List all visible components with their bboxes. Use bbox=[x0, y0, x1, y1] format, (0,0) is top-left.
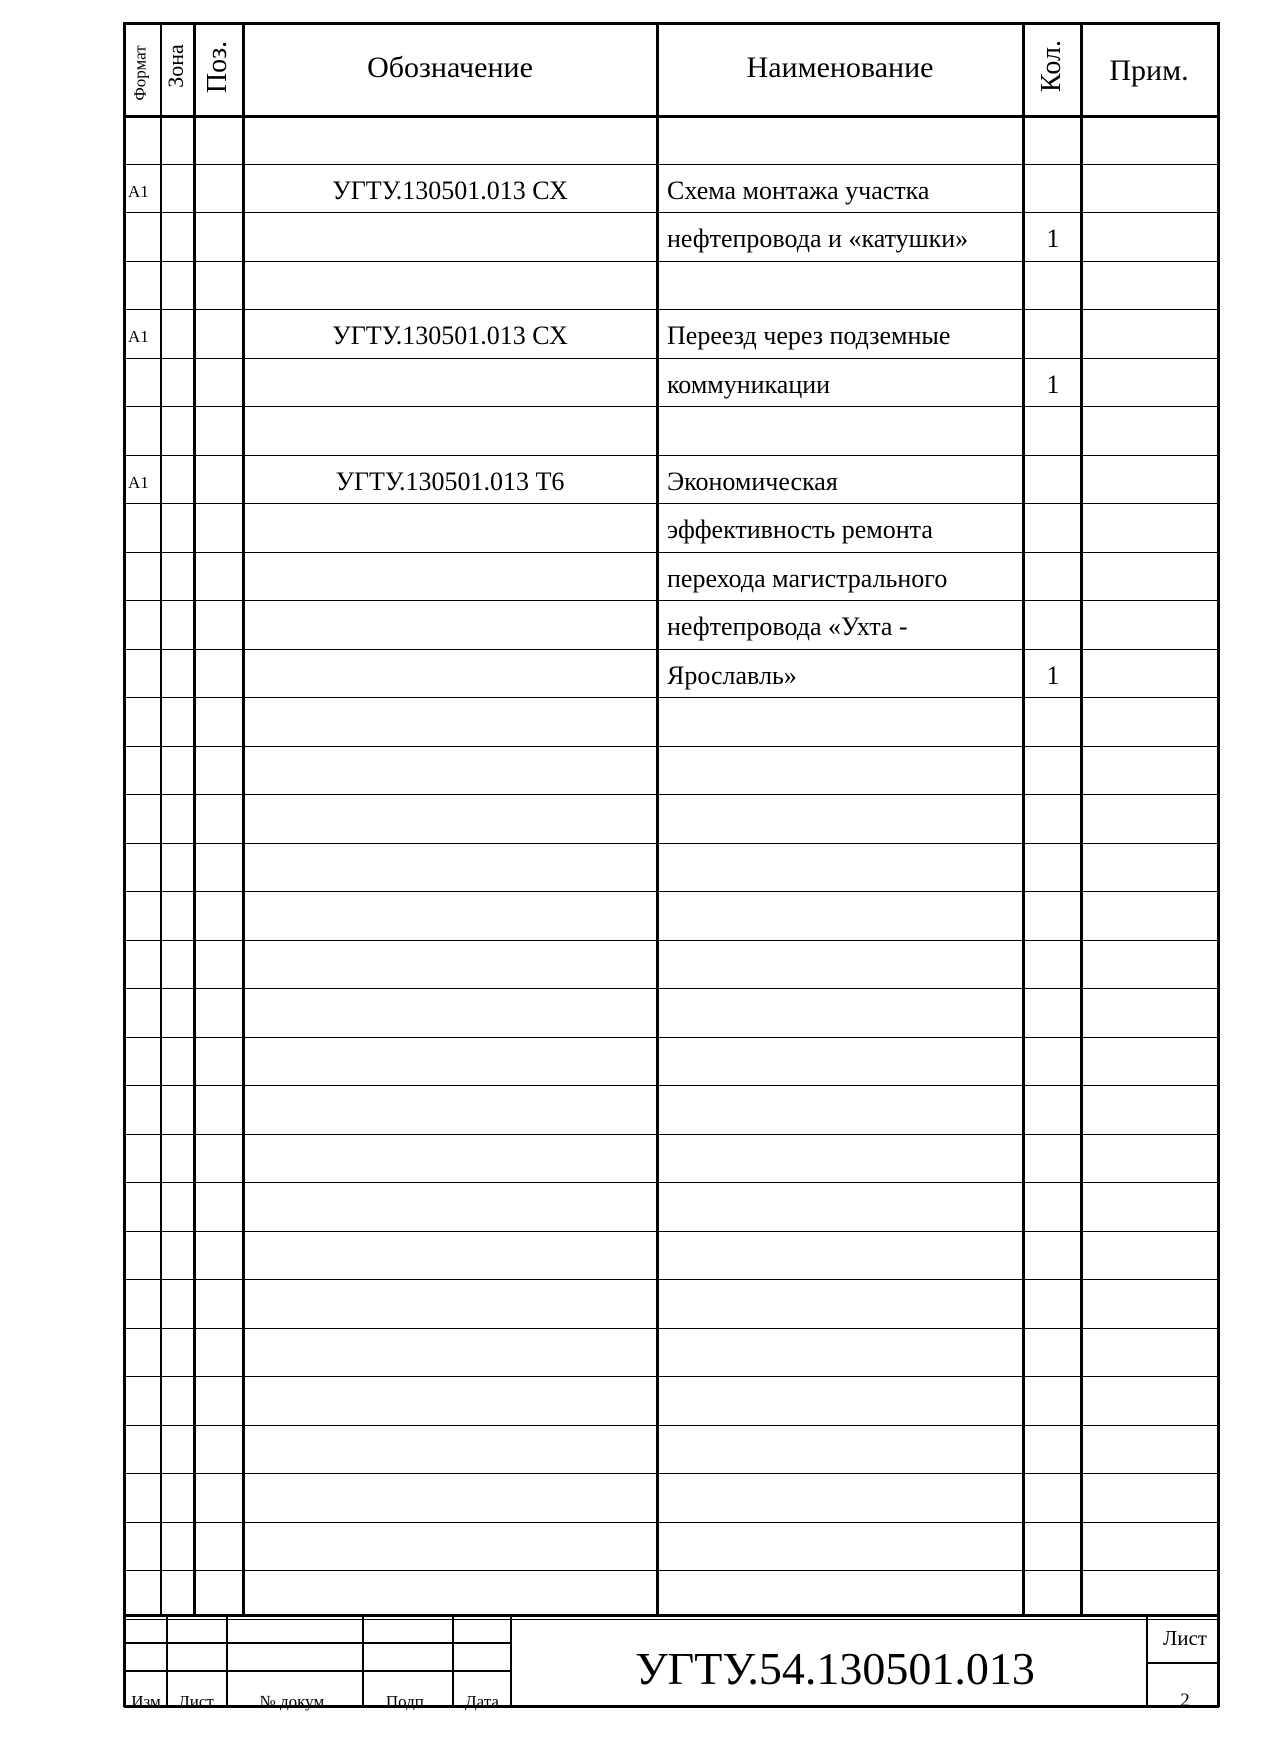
stamp-column-line bbox=[226, 1614, 228, 1707]
stamp-sheet-box-divider bbox=[1146, 1662, 1219, 1664]
row-separator bbox=[124, 1085, 1219, 1086]
row-separator bbox=[124, 1522, 1219, 1523]
stamp-column-line bbox=[510, 1614, 512, 1707]
name-cell: эффективность ремонта bbox=[667, 515, 933, 544]
name-cell: перехода магистрального bbox=[667, 563, 948, 593]
stamp-column-line bbox=[166, 1614, 168, 1707]
format-cell: А1 bbox=[128, 327, 149, 346]
frame-top bbox=[124, 22, 1219, 25]
frame-left bbox=[123, 22, 126, 1707]
stamp-column-line bbox=[452, 1614, 454, 1707]
stamp-signature-label: Подп. bbox=[385, 1692, 429, 1711]
row-separator bbox=[124, 1134, 1219, 1135]
header-zone: Зона bbox=[163, 44, 188, 88]
header-position: Поз. bbox=[202, 40, 233, 94]
row-separator bbox=[124, 746, 1219, 747]
row-separator bbox=[124, 843, 1219, 844]
row-separator bbox=[124, 503, 1219, 504]
row-separator bbox=[124, 1473, 1219, 1474]
row-separator bbox=[124, 212, 1219, 213]
row-separator bbox=[124, 891, 1219, 892]
header-designation: Обозначение bbox=[367, 51, 533, 84]
stamp-list-label: Лист bbox=[178, 1692, 214, 1711]
row-separator bbox=[124, 358, 1219, 359]
row-separator bbox=[124, 697, 1219, 698]
frame-right bbox=[1217, 22, 1220, 1707]
row-separator bbox=[124, 1037, 1219, 1038]
row-separator bbox=[124, 1619, 1219, 1620]
row-separator bbox=[124, 552, 1219, 553]
stamp-top bbox=[124, 1614, 1219, 1617]
name-cell: коммуникации bbox=[667, 369, 831, 399]
header-quantity: Кол. bbox=[1036, 40, 1067, 92]
format-cell: А1 bbox=[128, 181, 149, 201]
header-format: Формат bbox=[130, 45, 150, 101]
row-separator bbox=[124, 406, 1219, 407]
designation-cell: УГТУ.130501.013 Т6 bbox=[335, 466, 565, 496]
row-separator bbox=[124, 1231, 1219, 1232]
designation-cell: УГТУ.130501.013 СХ bbox=[332, 321, 568, 350]
header-note: Прим. bbox=[1109, 54, 1189, 87]
row-separator bbox=[124, 988, 1219, 989]
row-separator bbox=[124, 940, 1219, 941]
quantity-cell: 1 bbox=[1046, 660, 1060, 690]
row-separator bbox=[124, 455, 1219, 456]
name-cell: Переезд через подземные bbox=[667, 321, 951, 350]
row-separator bbox=[124, 1376, 1219, 1377]
name-cell: Схема монтажа участка bbox=[667, 175, 930, 205]
stamp-sheet-number: 2 bbox=[1180, 1690, 1190, 1711]
header-divider bbox=[124, 115, 1219, 118]
quantity-cell: 1 bbox=[1046, 224, 1060, 253]
header-name: Наименование bbox=[746, 51, 934, 84]
row-separator bbox=[124, 1425, 1219, 1426]
stamp-column-line bbox=[362, 1614, 364, 1707]
row-separator bbox=[124, 164, 1219, 165]
stamp-izm-label: Изм bbox=[131, 1692, 161, 1711]
stamp-date-label: Дата bbox=[465, 1692, 499, 1711]
quantity-cell: 1 bbox=[1046, 369, 1060, 399]
format-cell: А1 bbox=[128, 472, 149, 492]
name-cell: Экономическая bbox=[667, 466, 838, 496]
designation-cell: УГТУ.130501.013 СХ bbox=[332, 175, 568, 205]
row-separator bbox=[124, 794, 1219, 795]
row-separator bbox=[124, 261, 1219, 262]
stamp-sheet-label: Лист bbox=[1163, 1626, 1207, 1650]
document-code: УГТУ.54.130501.013 bbox=[635, 1643, 1035, 1694]
stamp-sheet-box bbox=[1146, 1614, 1148, 1707]
row-separator bbox=[124, 600, 1219, 601]
name-cell: Ярославль» bbox=[667, 660, 797, 690]
stamp-doc-number-label: № докум. bbox=[259, 1692, 329, 1711]
row-separator bbox=[124, 309, 1219, 310]
name-cell: нефтепровода и «катушки» bbox=[667, 224, 969, 253]
row-separator bbox=[124, 1570, 1219, 1571]
row-separator bbox=[124, 1328, 1219, 1329]
row-separator bbox=[124, 1279, 1219, 1280]
row-separator bbox=[124, 1182, 1219, 1183]
name-cell: нефтепровода «Ухта - bbox=[667, 612, 908, 641]
row-separator bbox=[124, 649, 1219, 650]
